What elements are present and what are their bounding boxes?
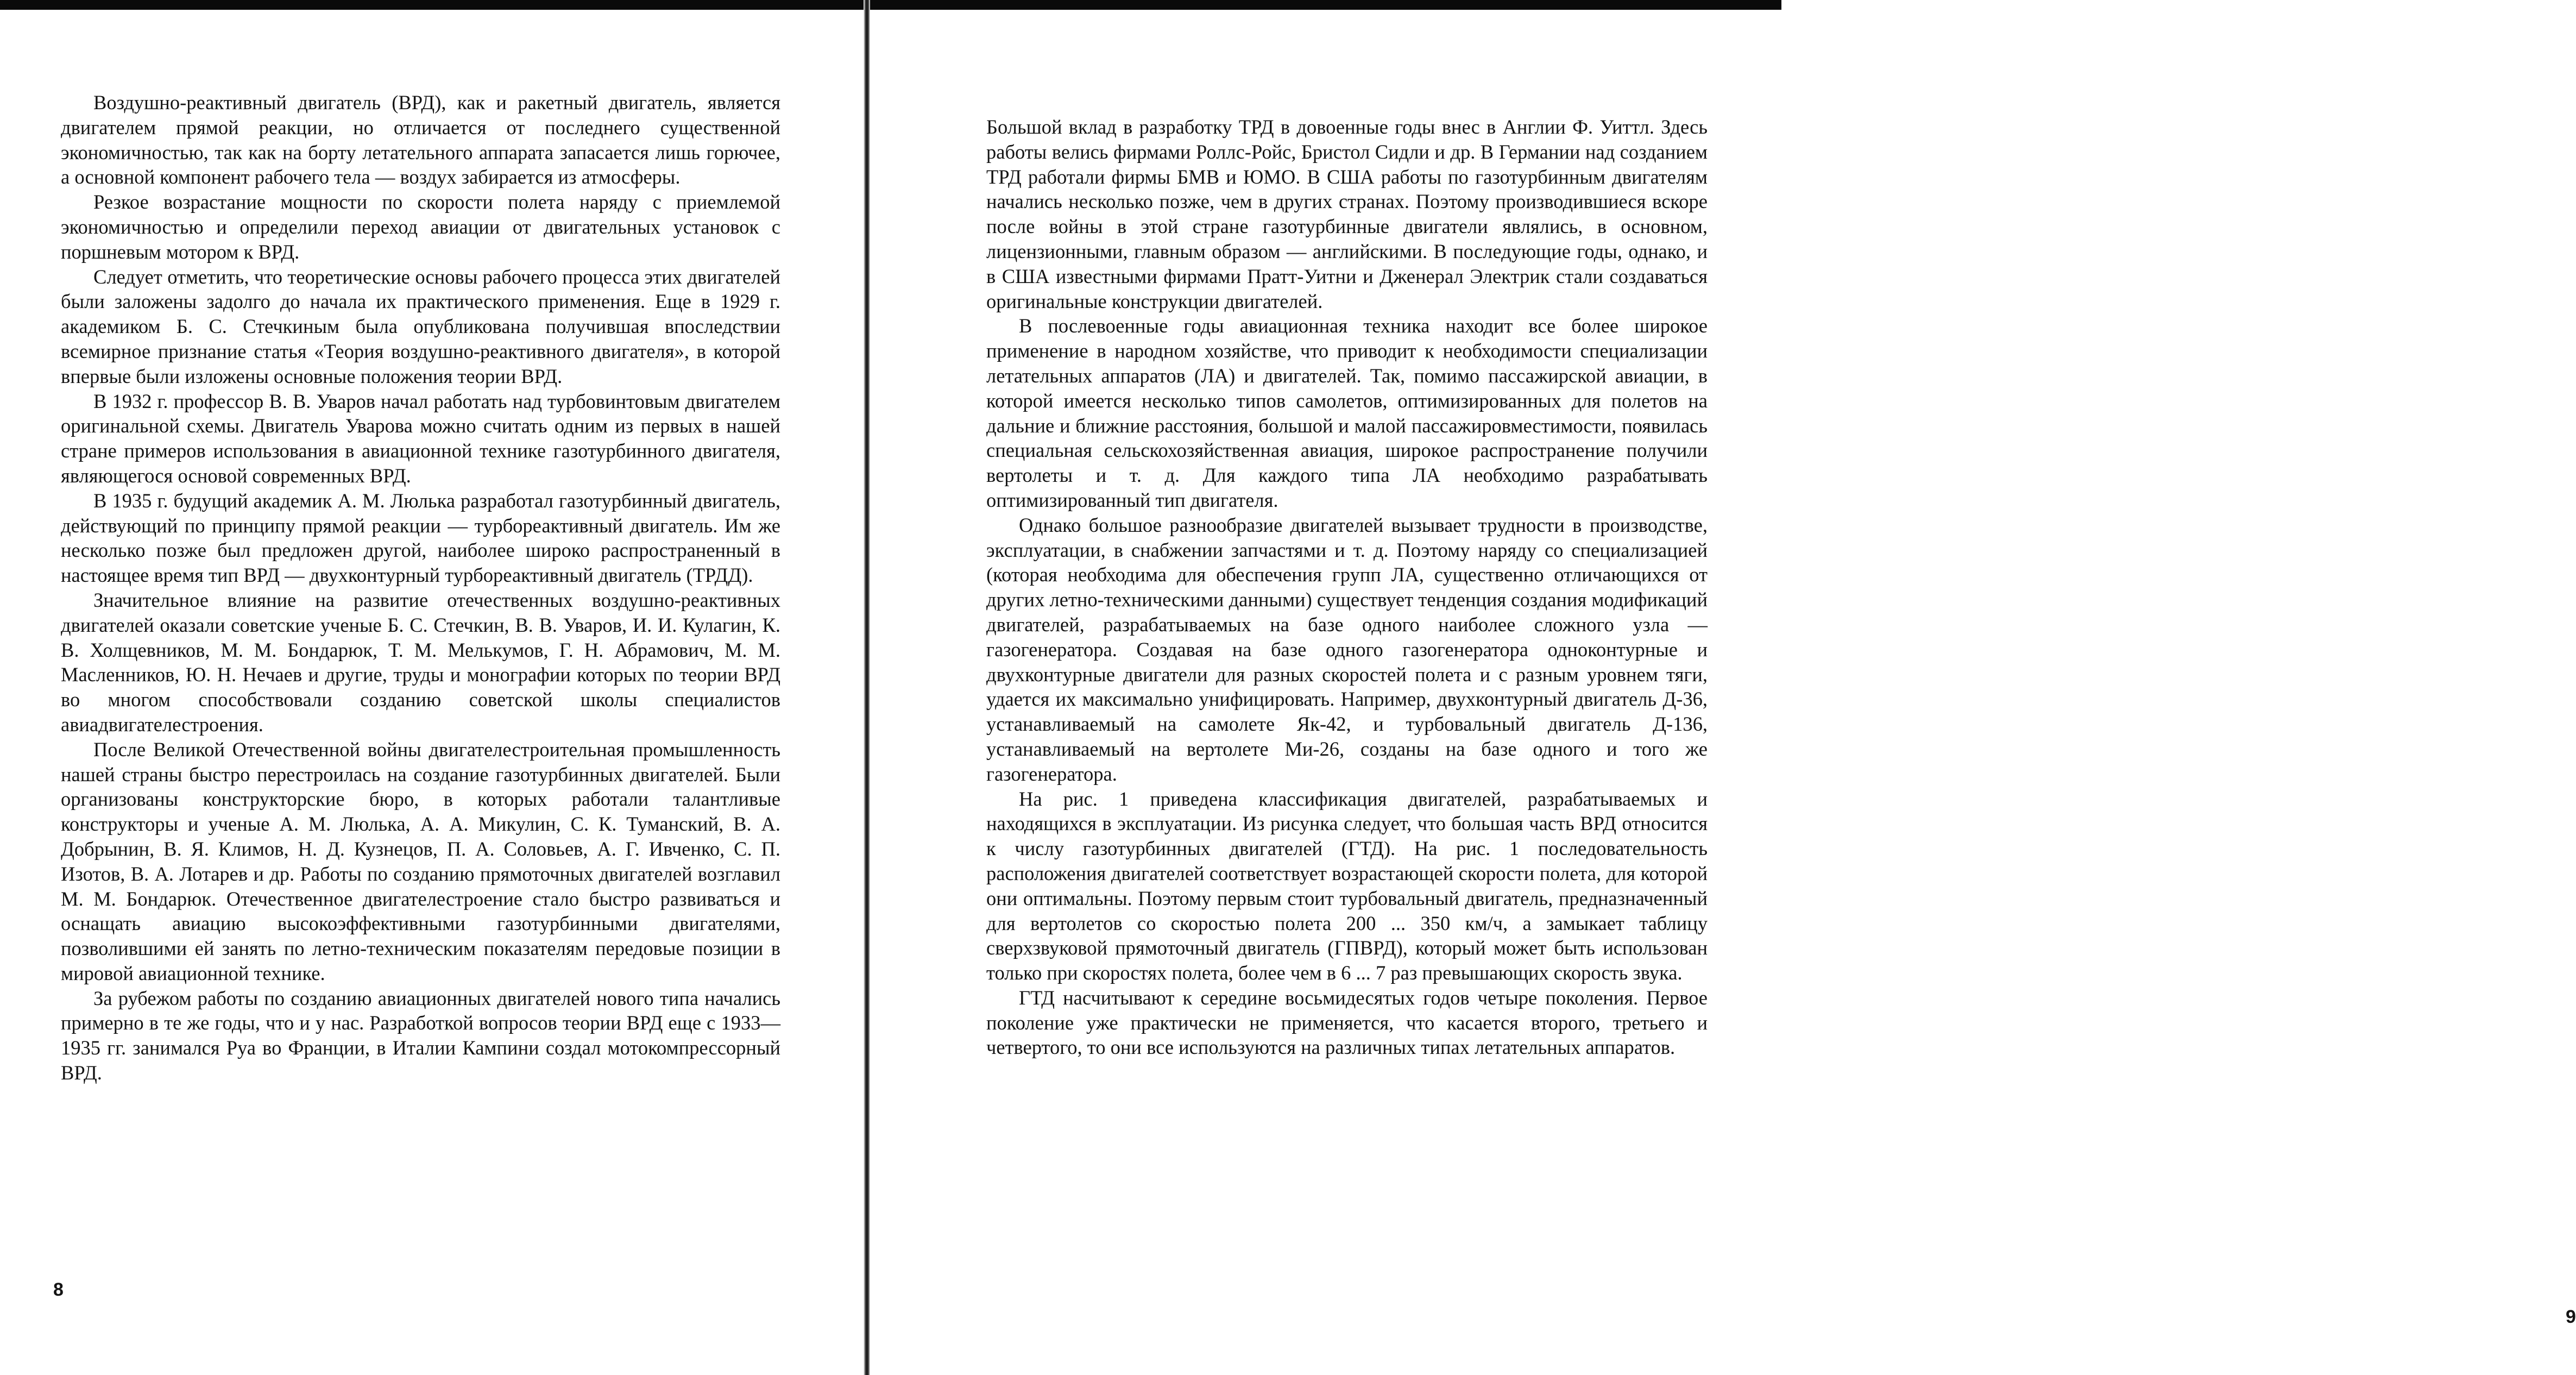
paragraph: На рис. 1 приведена классификация двигателей, разрабатываемых и находящихся в эксплуатации. Из рисунка следует, что большая часть ВРД относится к числу газотурбинных двигателей (ГТД). На рис. 1 последовательность расположения двигателей соответствует возрастающей скорости полета, для которой они оптимальны. Поэтому первым стоит турбовальный двигатель, предназначенный для вертолетов со скоростью полета 200 ... 350 км/ч, а замыкает таблицу сверхзвуковой прямоточный двигатель (ГПВРД), который может быть использован только при скоростях полета, более чем в 6 ... 7 раз превышающих скорость звука. bbox=[986, 787, 1708, 984]
page-number-right: 9 bbox=[2566, 1307, 2576, 1327]
paragraph: После Великой Отечественной войны двигателестроительная промышленность нашей страны быстро перестроилась на создание газотурбинных двигателей. Были организованы конструкторские бюро, в которых работали талантливые конструкторы и ученые А. М. Люлька, А. А. Микулин, С. К. Туманский, В. А. Добрынин, В. Я. Климов, Н. Д. Кузнецов, П. А. Соловьев, А. Г. Ивченко, С. П. Изотов, В. А. Лотарев и др. Работы по созданию прямоточных двигателей возглавил М. М. Бондарюк. Отечественное двигателестроение стало быстро развиваться и оснащать авиацию высокоэффективными газотурбинными двигателями, позволившими ей занять по летно-техническим показателям передовые позиции в мировой авиационной технике. bbox=[61, 738, 780, 984]
paragraph: В 1935 г. будущий академик А. М. Люлька разработал газотурбинный двигатель, действующий по принципу прямой реакции — турбореактивный двигатель. Им же несколько позже был предложен другой, наиболее широко распространенный в настоящее время тип ВРД — двухконтурный турбореактивный двигатель (ТРДД). bbox=[61, 489, 780, 587]
right-page-text bbox=[986, 115, 1708, 1060]
paragraph: Резкое возрастание мощности по скорости полета наряду с приемлемой экономичностью и определили переход авиации от двигательных установок с поршневым мотором к ВРД. bbox=[61, 191, 780, 263]
page-number-left: 8 bbox=[53, 1279, 64, 1300]
paragraph: ГТД насчитывают к середине восьмидесятых годов четыре поколения. Первое поколение уже практически не применяется, что касается второго, третьего и четвертого, то они все используются на различных типах летательных аппаратов. bbox=[986, 986, 1708, 1059]
paragraph: Большой вклад в разработку ТРД в довоенные годы внес в Англии Ф. Уиттл. Здесь работы велись фирмами Роллс-Ройс, Бристол Сидли и др. В Германии над созданием ТРД работали фирмы БМВ и ЮМО. В США работы по газотурбинным двигателям начались несколько позже, чем в других странах. Поэтому производившиеся вскоре после войны в этой стране газотурбинные двигатели являлись, в основном, лицензионными, главным образом — английскими. В последующие годы, однако, и в США известными фирмами Пратт-Уитни и Дженерал Электрик стали создаваться оригинальные конструкции двигателей. bbox=[986, 116, 1708, 312]
paragraph: Воздушно-реактивный двигатель (ВРД), как и ракетный двигатель, является двигателем прямой реакции, но отличается от последнего существенной экономичностью, так как на борту летательного аппарата запасается лишь горючее, а основной компонент рабочего тела — воздух забирается из атмосферы. bbox=[61, 91, 780, 189]
paragraph: Значительное влияние на развитие отечественных воздушно-реактивных двигателей оказали советские ученые Б. С. Стечкин, В. В. Уваров, И. И. Кулагин, К. В. Холщевников, М. М. Бондарюк, Т. М. Мелькумов, Г. Н. Абрамович, М. М. Масленников, Ю. Н. Нечаев и другие, труды и монографии которых по теории ВРД во многом способствовали созданию советской школы специалистов авиадвигателестроения. bbox=[61, 588, 780, 736]
paragraph: Однако большое разнообразие двигателей вызывает трудности в производстве, эксплуатации, в снабжении запчастями и т. д. Поэтому наряду со специализацией (которая необходима для обеспечения групп ЛА, существенно отличающихся от других летно-техническими данными) существует тенденция создания модификаций двигателей, разрабатываемых на базе одного наиболее сложного узла — газогенератора. Создавая на базе одного газогенератора одноконтурные и двухконтурные двигатели для разных скоростей полета и с разным уровнем тяги, удается их максимально унифицировать. Например, двухконтурный двигатель Д-36, устанавливаемый на самолете Як-42, и турбовальный двигатель Д-136, устанавливаемый на вертолете Ми-26, созданы на базе одного и того же газогенератора. bbox=[986, 513, 1708, 785]
book-spine bbox=[864, 0, 870, 1375]
right-page bbox=[870, 0, 2576, 1375]
paragraph: В 1932 г. профессор В. В. Уваров начал работать над турбовинтовым двигателем оригинальной схемы. Двигатель Уварова можно считать одним из первых в нашей стране примеров использования в авиационной технике газотурбинного двигателя, являющегося основой современных ВРД. bbox=[61, 390, 780, 487]
paragraph: Следует отметить, что теоретические основы рабочего процесса этих двигателей были заложены задолго до начала их практического применения. Еще в 1929 г. академиком Б. С. Стечкиным была опубликована получившая впоследствии всемирное признание статья «Теория воздушно-реактивного двигателя», в которой впервые были изложены основные положения теории ВРД. bbox=[61, 265, 780, 387]
paragraph: За рубежом работы по созданию авиационных двигателей нового типа начались примерно в те же годы, что и у нас. Разработкой вопросов теории ВРД еще с 1933—1935 гг. занимался Руа во Франции, в Италии Кампини создал мотокомпрессорный ВРД. bbox=[61, 987, 780, 1084]
paragraph: В послевоенные годы авиационная техника находит все более широкое применение в народном хозяйстве, что приводит к необходимости специализации летательных аппаратов (ЛА) и двигателей. Так, помимо пассажирской авиации, в которой имеется несколько типов самолетов, оптимизированных для полетов на дальние и ближние расстояния, большой и малой пассажировместимости, появилась специальная сельскохозяйственная авиация, широкое распространение получили вертолеты и т. д. Для каждого типа ЛА необходимо разрабатывать оптимизированный тип двигателя. bbox=[986, 315, 1708, 511]
left-page-text bbox=[61, 90, 780, 1085]
left-page bbox=[0, 0, 864, 1375]
